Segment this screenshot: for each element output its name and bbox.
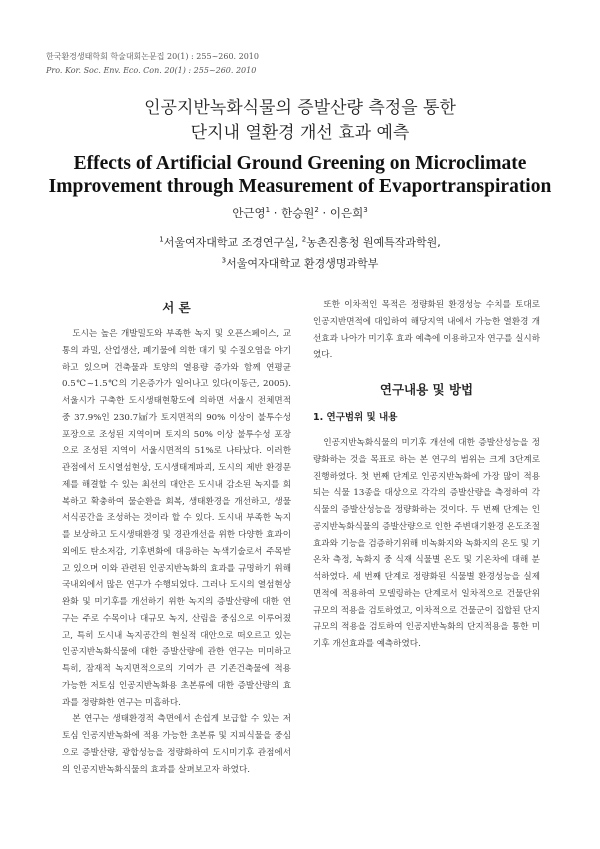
affil-mark: 1 [159, 235, 164, 244]
title-en-line1: Effects of Artificial Ground Greening on Microclimate [73, 153, 527, 174]
right-column [313, 297, 540, 653]
intro-paragraph-3: 또한 이차적인 목적은 정량화된 환경성능 수치를 토대로 인공지반면적에 대입하여 해당지역 내에서 가능한 열환경 개선효과 나아가 미기후 효과 예측에 이용하고자 연구를 실시하였다. [313, 300, 540, 361]
journal-header [46, 50, 259, 78]
author-name: 이은희 [329, 206, 364, 220]
title-ko-line2: 단지내 열환경 개선 효과 예측 [190, 123, 410, 143]
author-affil-mark: 3 [363, 206, 368, 215]
affiliations [0, 232, 600, 274]
author-list [0, 205, 600, 221]
author-name: 한승원 [281, 206, 315, 220]
intro-paragraph-2: 본 연구는 생태환경적 측면에서 손쉽게 보급할 수 있는 저토심 인공지반녹화에 적용 가능한 초본류 및 지피식물을 중심으로 증발산량, 광합성능을 정량화하여 도시미기후 관점에서의 인공지반녹화식물의 효과를 살펴보고자 하였다. [62, 714, 291, 775]
title-korean [0, 96, 600, 146]
title-english [0, 152, 600, 198]
affil-mark: 3 [221, 256, 227, 265]
affil-mark: 2 [301, 235, 307, 244]
journal-citation-ko: 한국환경생태학회 학술대회논문집 20(1) : 255~260. 2010 [46, 52, 259, 61]
subsection-heading-scope: 1. 연구범위 및 내용 [313, 412, 398, 423]
affiliation-line2 [0, 253, 600, 274]
author-separator: · [318, 206, 330, 220]
affiliation-2: 농촌진흥청 원예특작과학원, [306, 236, 441, 249]
methods-paragraph-1: 인공지반녹화식물의 미기후 개선에 대한 증발산성능을 정량화하는 것을 목표로 하는 본 연구의 범위는 크게 3단계로 진행하였다. 첫 번째 단계로 인공지반녹화에 가장 많이 적용되는 식물 13종을 대상으로 각각의 증발산량을 측정하여 각 식물의 증발산성능을 정량화하는 것이다. 두 번째 단계는 인공지반녹화식물의 증발산량으로 인한 주변대기환경 온도조절효과와 기능을 검증하기위해 비녹화지와 녹화지의 온도 및 기온차 측정, 녹화지 중 식재 식물별 온도 및 기온차에 대해 분석하였다. 세 번째 단계로 정량화된 식물별 환경성능을 실제 면적에 적용하여 모델링하는 단계로서 일차적으로 건물단위규모의 적용을 검토하였고, 이차적으로 건물군이 집합된 단지규모의 적용을 검토하여 인공지반녹화의 단지적용을 통한 미기후 개선효과를 예측하였다. [313, 438, 540, 649]
title-en-line2: Improvement through Measurement of Evaportranspiration [48, 176, 552, 197]
author-separator: · [270, 206, 282, 220]
section-heading-intro: 서 론 [162, 300, 191, 315]
journal-citation-en: Pro. Kor. Soc. Env. Eco. Con. 20(1) : 255~260. 2010 [46, 66, 257, 75]
author-affil-mark: 2 [314, 206, 319, 215]
intro-paragraph-1: 도시는 높은 개발밀도와 부족한 녹지 및 오픈스페이스, 교통의 과밀, 산업생산, 폐기물에 의한 대기 및 수질오염을 야기하고 있으며 건축물과 토양의 열용량 증가와 함께 연평균 0.5℃~1.5℃의 기온증가가 일어나고 있다(이동근, 2005). 서울시가 구축한 도시생태현황도에 의하면 서울시 전체면적 중 37.9%인 230.7㎢가 토지면적의 90% 이상이 불투수성 포장으로 조성된 지역이며 토지의 50% 이상 불투수성 포장으로 조성된 지역이 서울시면적의 51%로 나타났다. 이러한 관점에서 도시열섬현상, 도시생태계파괴, 도시의 제반 환경문제를 해결할 수 있는 최선의 대안은 도시내 감소된 녹지를 회복하고 확충하여 물순환을 회복, 생태환경을 개선하고, 생물서식공간을 조성하는 것이라 할 수 있다. 도시내 부족한 녹지를 보상하고 도시생태환경 및 경관개선을 위한 다양한 효과이외에도 탄소저감, 기후변화에 대응하는 녹색기술로서 주목받고 있으며 이와 관련된 인공지반녹화의 효과를 규명하기 위해 국내외에서 많은 연구가 수행되었다. 그러나 도시의 열섬현상완화 및 미기후를 개선하기 위한 녹지의 증발산량에 대한 연구는 주로 수목이나 대규모 녹지, 산림을 중심으로 이루어졌고, 특히 도시내 녹지공간의 현실적 대안으로 떠오르고 있는 인공지반녹화식물에 대한 증발산량에 관한 연구는 미미하고 특히, 잠재적 녹지면적으로의 기여가 큰 기존건축물에 적용 가능한 저토심 인공지반녹화용 초본류에 대한 증발산량의 효과를 정량화한 연구는 미흡하다. [62, 329, 291, 708]
section-heading-methods: 연구내용 및 방법 [379, 382, 474, 397]
affiliation-1: 서울여자대학교 조경연구실, [163, 236, 302, 249]
author-name: 안근영 [232, 206, 266, 220]
left-column [62, 298, 291, 778]
title-ko-line1: 인공지반녹화식물의 증발산량 측정을 통한 [144, 98, 456, 118]
affiliation-3: 서울여자대학교 환경생명과학부 [226, 257, 379, 270]
author-affil-mark: 1 [265, 206, 271, 215]
affiliation-line1 [0, 232, 600, 253]
